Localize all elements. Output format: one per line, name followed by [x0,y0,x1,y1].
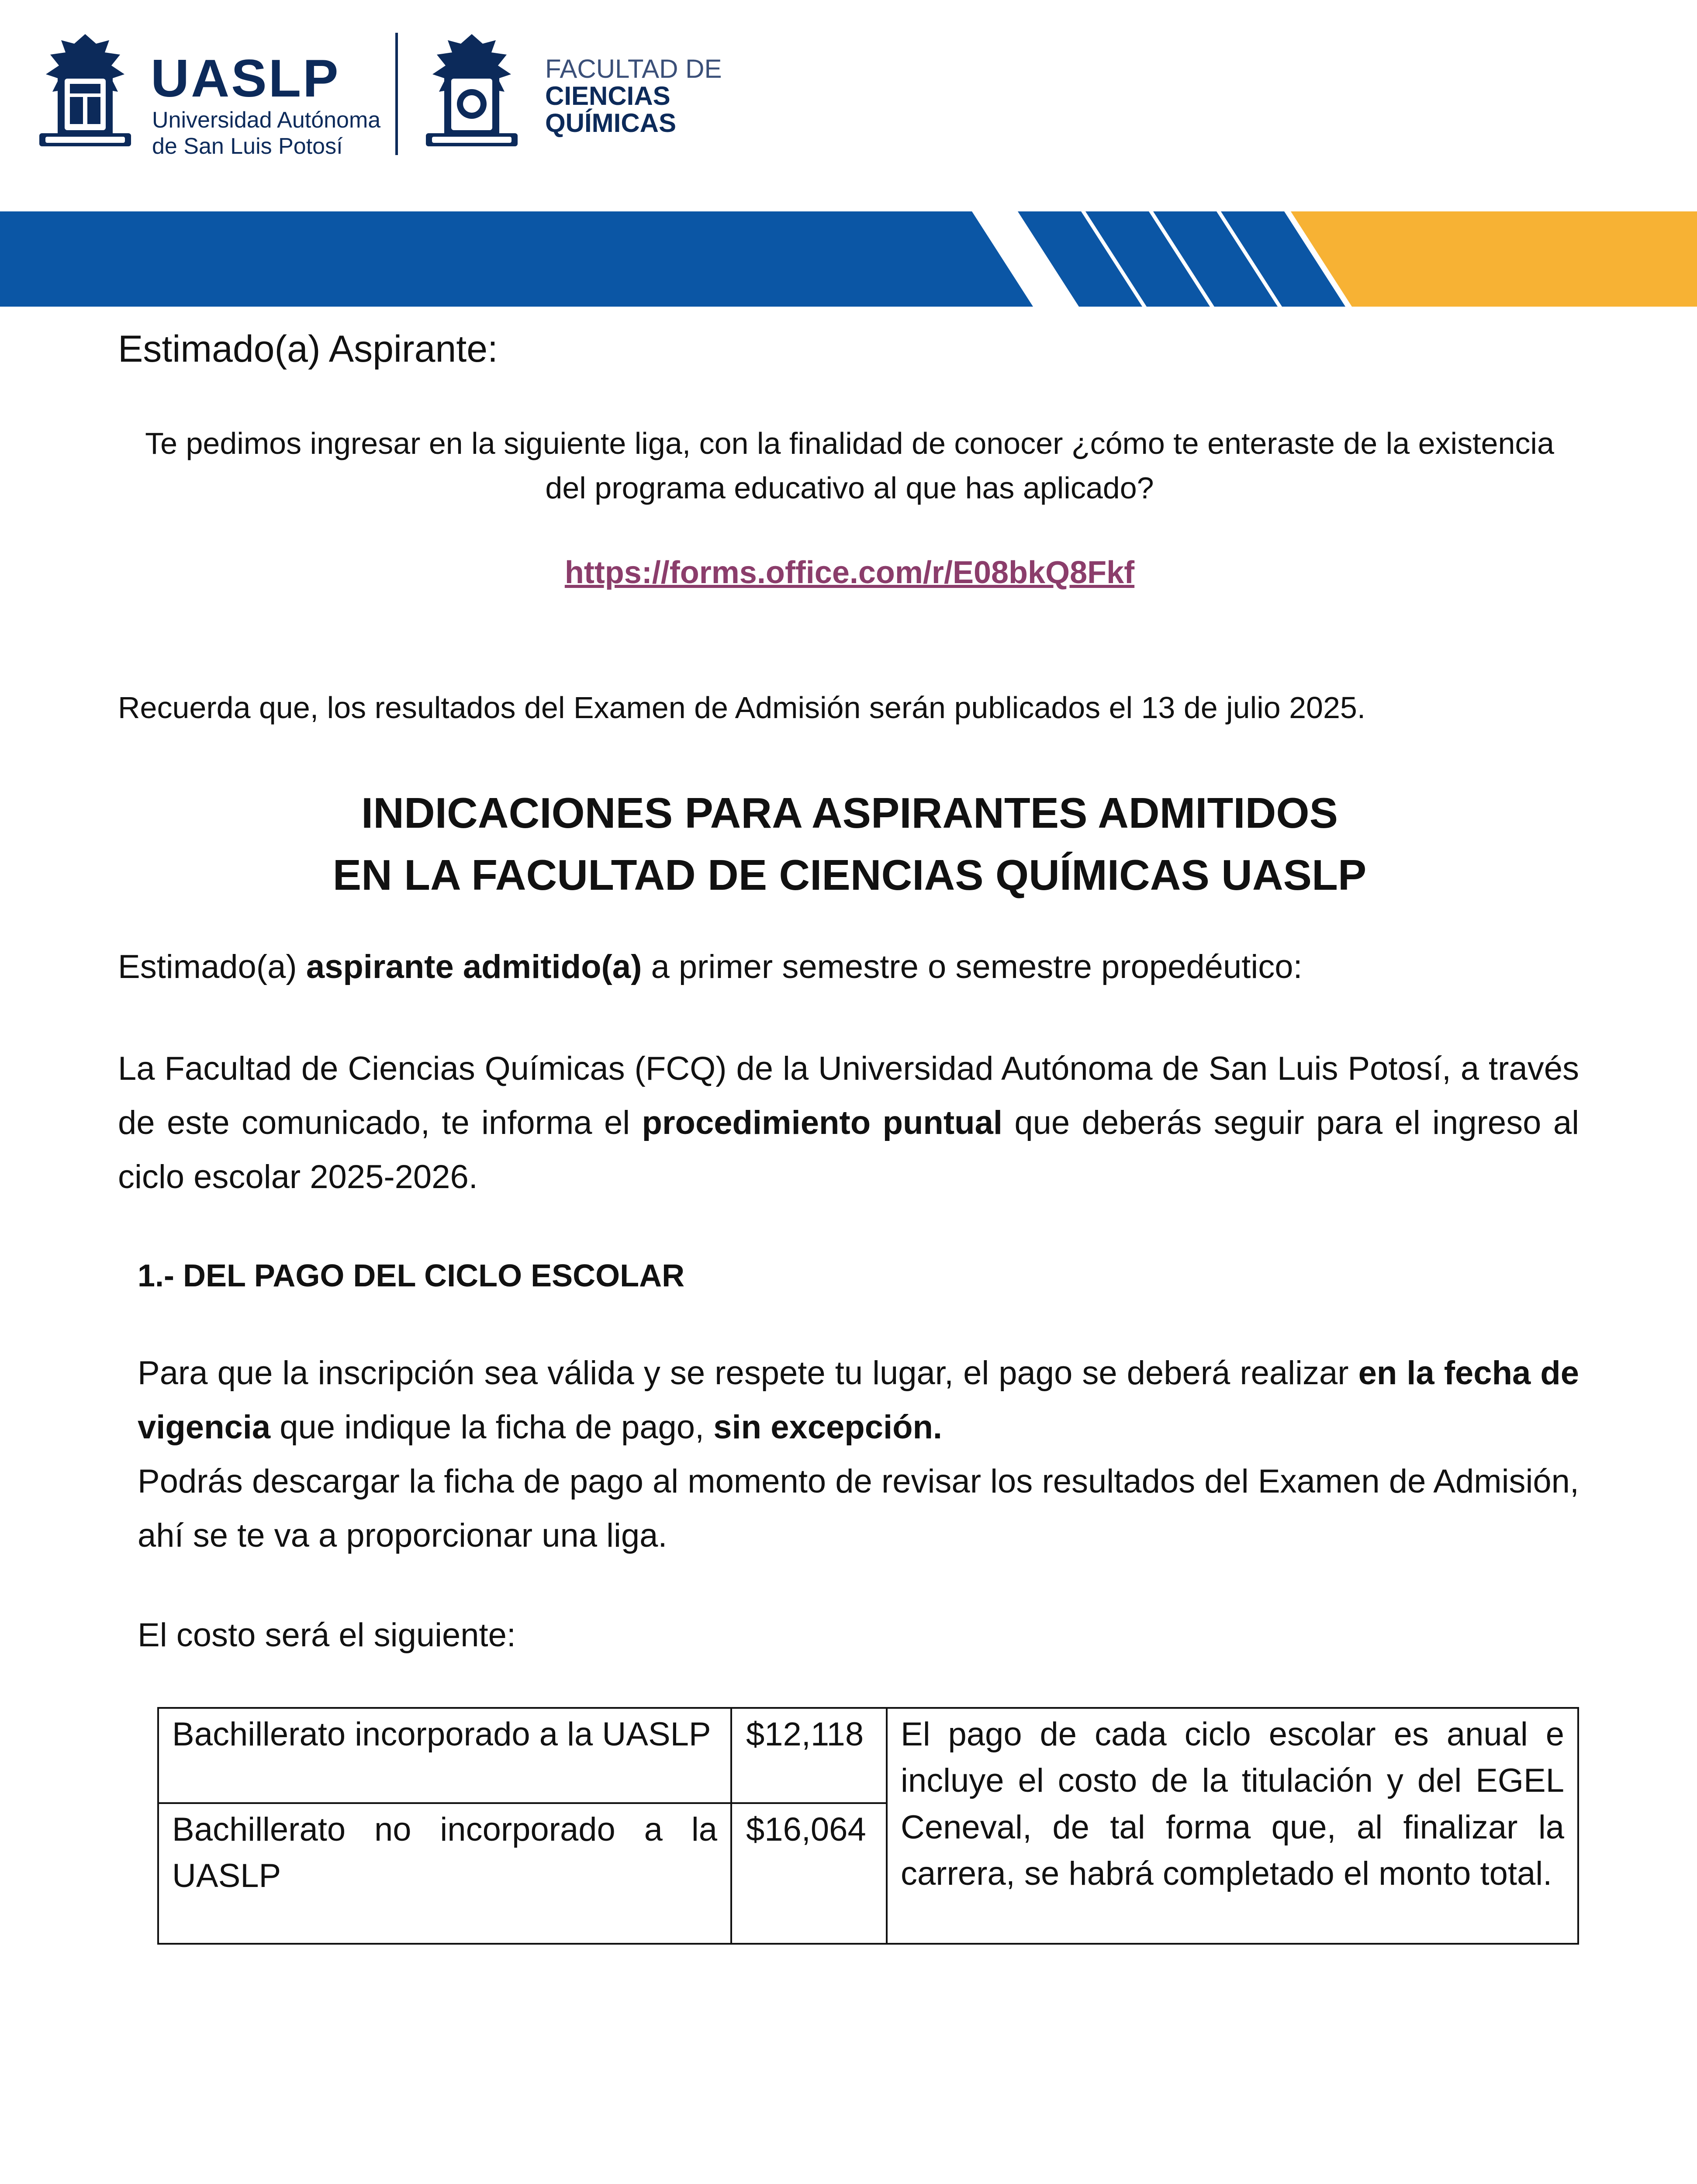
banner-yellow-bar [1291,211,1697,307]
main-title [131,782,1568,906]
payment-paragraph [138,1346,1579,1563]
admitted-greeting-bold: aspirante admitido(a) [306,948,642,985]
results-date-notice: Recuerda que, los resultados del Examen de Admisión serán publicados el 13 de julio 2025. [118,691,1366,725]
payment-text-2: Podrás descargar la ficha de pago al momento de revisar los resultados del Examen de Admisión, ahí se te va a proporcionar una liga. [138,1462,1579,1554]
cost-row-price: $12,118 [731,1708,887,1803]
uaslp-crest-logo [31,31,140,157]
uaslp-wordmark: UASLP [151,48,340,108]
main-title-line-2: EN LA FACULTAD DE CIENCIAS QUÍMICAS UASLP [332,851,1367,899]
procedure-text-bold: procedimiento puntual [642,1104,1002,1141]
section-1-heading: 1.- DEL PAGO DEL CICLO ESCOLAR [138,1258,685,1293]
university-name-line-1: Universidad Autónoma [152,107,381,133]
cost-row-label: Bachillerato no incorporado a la UASLP [158,1803,731,1944]
survey-link[interactable]: https://forms.office.com/r/E08bkQ8Fkf [564,555,1135,590]
procedure-text-pre: La Facultad de Ciencias Químicas (FCQ) de la Universidad Autónoma de San Luis Potosí, a través de este comunicado, te informa el [118,1050,1579,1141]
procedure-text-post: que deberás seguir para el ingreso al ciclo escolar 2025-2026. [118,1104,1579,1196]
procedure-paragraph [118,1042,1579,1204]
table-row [158,1708,1578,1803]
university-name-line-2: de San Luis Potosí [152,134,343,159]
admitted-greeting [118,948,1303,986]
payment-text-1-pre: Para que la inscripción sea válida y se respete tu lugar, el pago se deberá realizar [138,1355,1358,1392]
cost-note: El pago de cada ciclo escolar es anual e incluye el costo de la titulación y del EGEL Ceneval, de tal forma que, al finalizar la carrera, se habrá completado el monto total. [887,1708,1578,1944]
cost-table [157,1707,1579,1945]
intro-paragraph: Te pedimos ingresar en la siguiente liga, con la finalidad de conocer ¿cómo te enteraste de la existencia del programa educativo al que has aplicado? [145,426,1554,505]
payment-text-1-mid: que indique la ficha de pago, [270,1408,714,1446]
faculty-name-line-3: QUÍMICAS [545,108,676,138]
faculty-name-line-1: FACULTAD DE [545,54,722,83]
faculty-crest-logo [417,31,526,157]
admitted-greeting-post: a primer semestre o semestre propedéutico: [642,948,1303,985]
admitted-greeting-pre: Estimado(a) [118,948,306,985]
header-banner-stripes [0,211,1697,307]
cost-intro: El costo será el siguiente: [138,1617,516,1654]
page-header [0,0,1697,210]
banner-blue-bar [0,211,1033,307]
greeting: Estimado(a) Aspirante: [118,328,498,370]
header-divider [395,33,398,155]
payment-text-1-bold-1: en la fecha de vigencia [138,1355,1579,1446]
main-title-line-1: INDICACIONES PARA ASPIRANTES ADMITIDOS [361,789,1338,837]
faculty-name-line-2: CIENCIAS [545,81,671,111]
payment-text-1-bold-2: sin excepción. [713,1408,943,1446]
cost-row-price: $16,064 [731,1803,887,1944]
payment-text-1 [138,1346,1579,1455]
cost-row-label: Bachillerato incorporado a la UASLP [158,1708,731,1803]
